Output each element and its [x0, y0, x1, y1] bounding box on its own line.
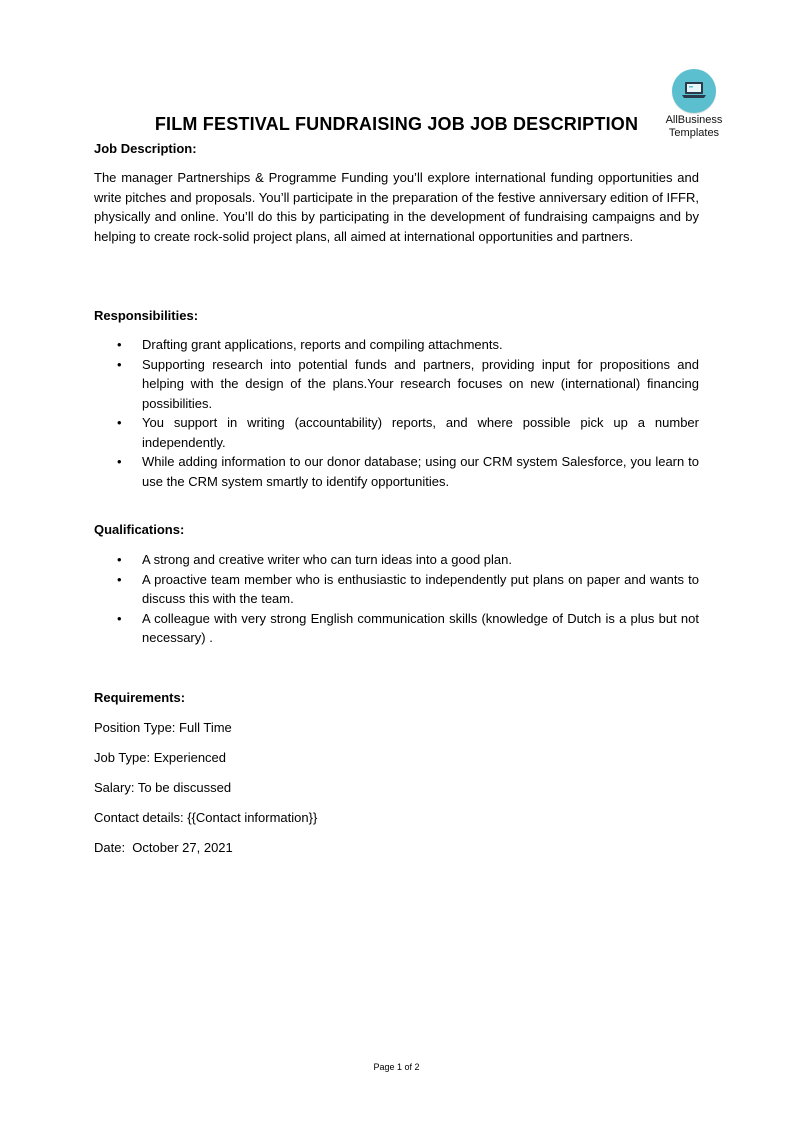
requirement-text: Position Type: Full Time — [94, 720, 232, 735]
page-number: Page 1 of 2 — [373, 1062, 420, 1072]
section-heading: Job Description: — [94, 141, 197, 156]
job-description-text: The manager Partnerships & Programme Funding you’ll explore international funding opportunities and write pitches and proposals. You’ll participate in the preparation of the festive anniversary edition of IFFR, physically and online. You’ll do this by participating in the development of fundraising campaigns and by helping to create rock-solid project plans, all aimed at international opportunities and partners. — [94, 170, 699, 244]
requirement-salary — [94, 778, 699, 798]
list-item — [94, 609, 699, 648]
requirement-text: Job Type: Experienced — [94, 750, 227, 765]
qualifications-heading — [94, 520, 699, 540]
section-heading: Responsibilities: — [94, 308, 199, 323]
list-item — [94, 355, 699, 414]
responsibilities-list — [94, 335, 699, 491]
job-description-heading — [94, 139, 699, 159]
job-description-section — [94, 168, 699, 246]
list-item — [94, 413, 699, 452]
list-item-text: A strong and creative writer who can turn ideas into a good plan. — [142, 552, 512, 567]
bullet: • — [117, 454, 122, 469]
requirement-text: Contact details: {{Contact information}} — [94, 810, 318, 825]
requirement-position-type — [94, 718, 699, 738]
bullet: • — [117, 356, 122, 372]
responsibilities-heading — [94, 306, 699, 326]
bullet: • — [117, 552, 122, 567]
list-item-text: Supporting research into potential funds and partners, providing input for propositions and helping with the design of the plans.Your research focuses on new (international) financing possibilities. — [142, 356, 699, 411]
list-item — [94, 570, 699, 609]
bullet: • — [117, 610, 122, 626]
bullet: • — [117, 415, 122, 430]
qualifications-section — [94, 550, 699, 648]
document-title: FILM FESTIVAL FUNDRAISING JOB JOB DESCRIPTION — [154, 114, 639, 134]
logo-text-line1: AllBusiness — [665, 114, 723, 126]
requirement-text: Salary: To be discussed — [94, 780, 232, 795]
bullet: • — [117, 571, 122, 587]
requirement-contact — [94, 808, 699, 828]
list-item — [94, 452, 699, 491]
requirement-job-type — [94, 748, 699, 768]
bullet: • — [117, 337, 122, 352]
requirement-date — [94, 838, 699, 858]
list-item-text: While adding information to our donor database; using our CRM system Salesforce, you learn to use the CRM system smartly to identify opportunities. — [142, 454, 699, 489]
qualifications-list — [94, 550, 699, 648]
list-item-text: A colleague with very strong English communication skills (knowledge of Dutch is a plus but not necessary) . — [142, 610, 699, 645]
section-heading: Qualifications: — [94, 522, 185, 537]
requirements-heading — [94, 688, 699, 708]
list-item-text: A proactive team member who is enthusiastic to independently put plans on paper and wants to discuss this with the team. — [142, 571, 699, 606]
logo-text-line2: Templates — [668, 127, 720, 139]
requirement-text: Date: October 27, 2021 — [94, 840, 233, 855]
list-item-text: You support in writing (accountability) reports, and where possible pick up a number independently. — [142, 415, 699, 450]
section-heading: Requirements: — [94, 690, 186, 705]
responsibilities-section — [94, 335, 699, 491]
laptop-icon — [672, 69, 716, 113]
list-item — [94, 550, 699, 570]
list-item — [94, 335, 699, 355]
list-item-text: Drafting grant applications, reports and compiling attachments. — [142, 337, 503, 352]
